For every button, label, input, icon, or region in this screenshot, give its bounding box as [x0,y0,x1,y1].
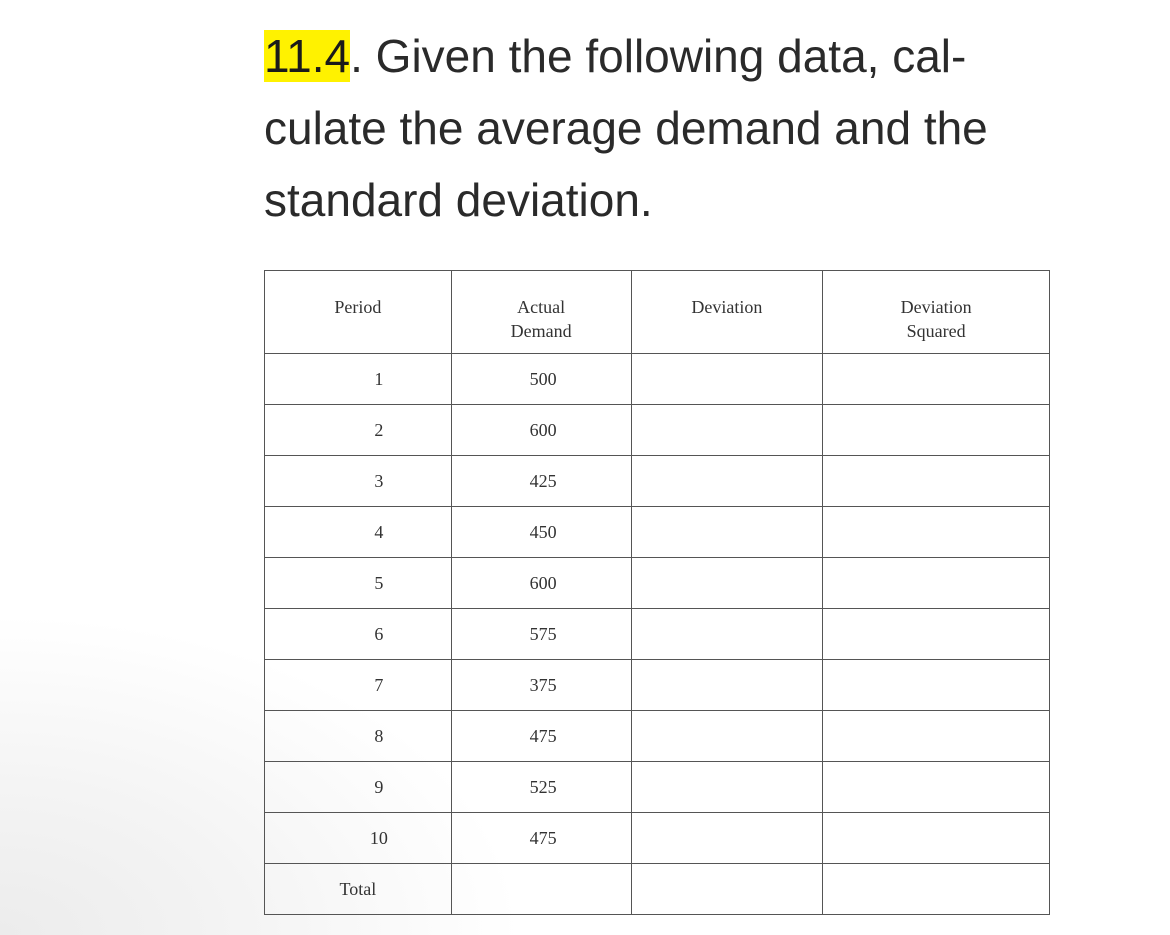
total-deviation-cell [631,864,823,915]
period-cell [265,405,452,456]
period-cell [265,711,452,762]
actual-demand-value: 475 [529,725,557,746]
header-actual-demand-line2: Demand [510,321,572,341]
deviation-squared-cell [823,711,1050,762]
actual-demand-cell [451,813,631,864]
total-label-cell [265,864,452,915]
total-actual-demand-cell [451,864,631,915]
period-value: 7 [374,674,384,695]
period-cell [265,507,452,558]
deviation-cell [631,354,823,405]
deviation-cell [631,609,823,660]
deviation-squared-cell [823,507,1050,558]
deviation-squared-cell [823,558,1050,609]
deviation-squared-cell [823,660,1050,711]
header-deviation-squared [823,271,1050,354]
total-deviation-squared-cell [823,864,1050,915]
period-value: 6 [374,623,384,644]
actual-demand-cell [451,762,631,813]
actual-demand-value: 600 [529,419,557,440]
period-value: 4 [374,521,384,542]
deviation-cell [631,456,823,507]
table-row [265,762,1050,813]
actual-demand-cell [451,507,631,558]
actual-demand-value: 575 [529,623,557,644]
actual-demand-value: 450 [529,521,557,542]
period-value: 5 [374,572,384,593]
actual-demand-cell [451,711,631,762]
table-row [265,558,1050,609]
actual-demand-cell [451,558,631,609]
deviation-squared-cell [823,813,1050,864]
header-deviation [631,271,823,354]
actual-demand-value: 600 [529,572,557,593]
header-deviation-squared-line2: Squared [906,321,966,341]
actual-demand-cell [451,456,631,507]
deviation-squared-cell [823,405,1050,456]
deviation-cell [631,813,823,864]
total-label: Total [339,878,377,899]
period-cell [265,558,452,609]
period-value: 1 [374,368,384,389]
actual-demand-cell [451,354,631,405]
table-row [265,609,1050,660]
actual-demand-value: 500 [529,368,557,389]
header-actual-demand [451,271,631,354]
period-cell [265,660,452,711]
period-value: 10 [369,827,388,848]
deviation-cell [631,405,823,456]
actual-demand-cell [451,609,631,660]
header-period [265,271,452,354]
problem-number-highlight: 11.4 [264,30,351,82]
actual-demand-cell [451,660,631,711]
table-row [265,405,1050,456]
table-row [265,507,1050,558]
period-value: 8 [374,725,384,746]
period-cell [265,813,452,864]
deviation-squared-cell [823,762,1050,813]
question-text [264,20,1064,236]
table-row [265,660,1050,711]
period-value: 2 [374,419,384,440]
table-row [265,711,1050,762]
actual-demand-value: 425 [529,470,557,491]
deviation-cell [631,507,823,558]
deviation-cell [631,762,823,813]
deviation-cell [631,660,823,711]
deviation-squared-cell [823,354,1050,405]
table-row [265,354,1050,405]
deviation-squared-cell [823,456,1050,507]
header-deviation-squared-line1: Deviation [900,297,972,317]
actual-demand-value: 375 [529,674,557,695]
period-cell [265,762,452,813]
period-value: 3 [374,470,384,491]
table-row [265,456,1050,507]
deviation-cell [631,711,823,762]
question-line-2: culate the average demand and the [264,102,988,154]
period-value: 9 [374,776,384,797]
period-cell [265,456,452,507]
table-total-row [265,864,1050,915]
table-body [265,354,1050,915]
actual-demand-value: 475 [529,827,557,848]
header-period-label: Period [334,297,382,317]
question-line-1 [264,20,1064,92]
period-cell [265,354,452,405]
header-deviation-label: Deviation [691,297,763,317]
deviation-cell [631,558,823,609]
table-header-row [265,271,1050,354]
period-cell [265,609,452,660]
actual-demand-cell [451,405,631,456]
demand-table [264,270,1050,915]
table-row [265,813,1050,864]
header-actual-demand-line1: Actual [517,297,566,317]
question-line-3: standard deviation. [264,174,653,226]
deviation-squared-cell [823,609,1050,660]
actual-demand-value: 525 [529,776,557,797]
question-line-1-text: . Given the following data, cal- [350,30,967,82]
